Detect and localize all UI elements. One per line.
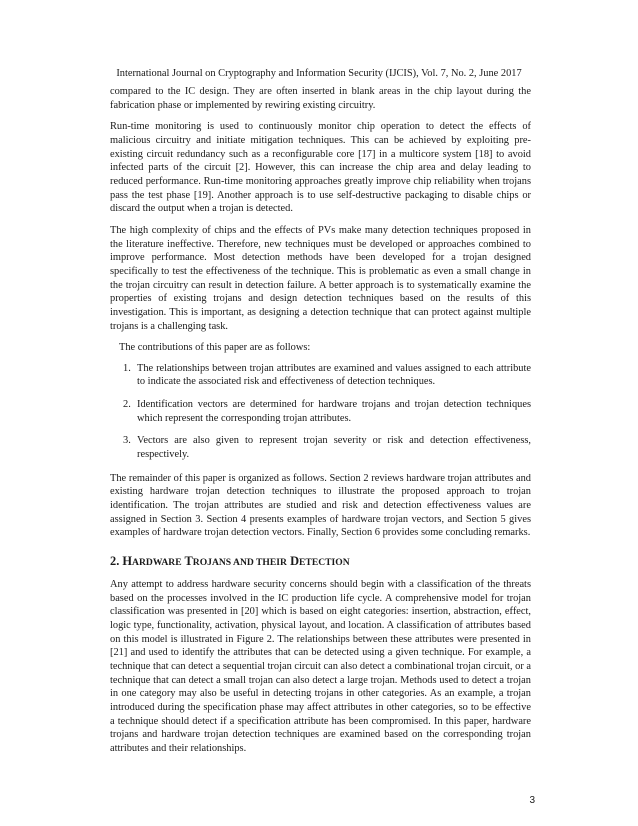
list-item bbox=[110, 434, 531, 461]
page-number: 3 bbox=[529, 795, 535, 806]
contributions-list bbox=[110, 362, 531, 462]
section-title-initial-h: H bbox=[122, 554, 133, 569]
list-item-text: Identification vectors are determined for hardware trojans and trojan detection techniques which represent the corresponding trojan attributes. bbox=[137, 399, 531, 424]
paragraph-paper-organization: The remainder of this paper is organized as follows. Section 2 reviews hardware trojan attributes and existing hardware trojan detection techniques to illustrate the proposed approach to trojan identification. The trojan attributes are studied and risk and detection effectiveness values are assigned in Section 3. Section 4 presents examples of hardware trojan vectors, and Section 5 gives examples of hardware trojan detection vectors. Finally, Section 6 provides some concluding remarks. bbox=[110, 472, 531, 539]
section-title-ardware: ARDWARE bbox=[132, 557, 182, 569]
running-header: International Journal on Cryptography and Information Security (IJCIS), Vol. 7, No. 2, June 2017 bbox=[116, 68, 522, 79]
list-item-number: 3. bbox=[123, 435, 131, 447]
section-title-etection: ETECTION bbox=[299, 557, 350, 569]
list-item bbox=[110, 362, 531, 389]
section-heading bbox=[110, 554, 531, 570]
paragraph-detection-challenges: The high complexity of chips and the effects of PVs make many detection techniques proposed in the literature ineffective. Therefore, new techniques must be developed or approaches combined to improve performance. Most detection methods have been developed for a trojan designed specifically to test the effectiveness of the technique. This is problematic as even a small change in the trojan circuitry can result in detection failure. A better approach is to systematically examine the properties of existing trojans and design detection techniques based on the results of this investigation. This is important, as designing a detection technique that can protect against multiple trojans is a challenging task. bbox=[110, 224, 531, 332]
paragraph-runtime-monitoring: Run-time monitoring is used to continuously monitor chip operation to detect the effects of malicious circuitry and initiate mitigation techniques. This can be achieved by exploiting pre-existing circuit redundancy such as a reconfigurable core [17] in a multicore system [18] to avoid infected parts of the circuit [2]. However, this can increase the chip area and delay leading to reduced performance. Run-time monitoring approaches greatly improve chip reliability when trojans pass the test phase [19]. Another approach is to use self-destructive packaging to disable chips or discard the output when a trojan is detected. bbox=[110, 121, 531, 215]
paragraph-chip-layout: compared to the IC design. They are often inserted in blank areas in the chip layout during the fabrication phase or implemented by rewiring existing circuitry. bbox=[110, 86, 531, 111]
list-item bbox=[110, 398, 531, 425]
body-text bbox=[110, 85, 531, 764]
section-number: 2. bbox=[110, 554, 120, 569]
list-item-number: 2. bbox=[123, 399, 131, 411]
list-item-number: 1. bbox=[123, 362, 131, 374]
list-item-text: The relationships between trojan attributes are examined and values assigned to each attribute to indicate the associated risk and effectiveness of detection techniques. bbox=[137, 362, 531, 388]
section-title-initial-t: T bbox=[184, 554, 193, 569]
contributions-intro: The contributions of this paper are as follows: bbox=[119, 342, 311, 354]
list-item-text: Vectors are also given to represent trojan severity or risk and detection effectiveness, respectively. bbox=[137, 435, 531, 461]
section-title-rojans: ROJANS AND THEIR bbox=[192, 557, 287, 569]
paragraph-trojan-classification: Any attempt to address hardware security concerns should begin with a classification of the threats based on the processes involved in the IC production life cycle. A comprehensive model for trojan classification was presented in [20] which is based on eight categories: insertion, abstraction, effect, logic type, functionality, activation, physical layout, and location. A classification of attributes based on this model is illustrated in Figure 2. The relationships between these attributes were presented in [21] and used to identify the attributes that can be detected using a given technique. For example, a technique that can detect a sequential trojan circuit can also detect a combinational trojan circuit, or a technique that can detect a small trojan can also detect a large trojan. Methods used to detect a trojan in one category may also be useful in detecting trojans in other categories. As an example, a trojan introduced during the specification phase may affect attributes in other categories, so to be effective a technique should detect if a specification attribute has been compromised. In this paper, hardware trojans and hardware trojan detection techniques are examined based on the corresponding trojan attributes and their relationships. bbox=[110, 579, 531, 754]
section-title-initial-d: D bbox=[290, 554, 300, 569]
